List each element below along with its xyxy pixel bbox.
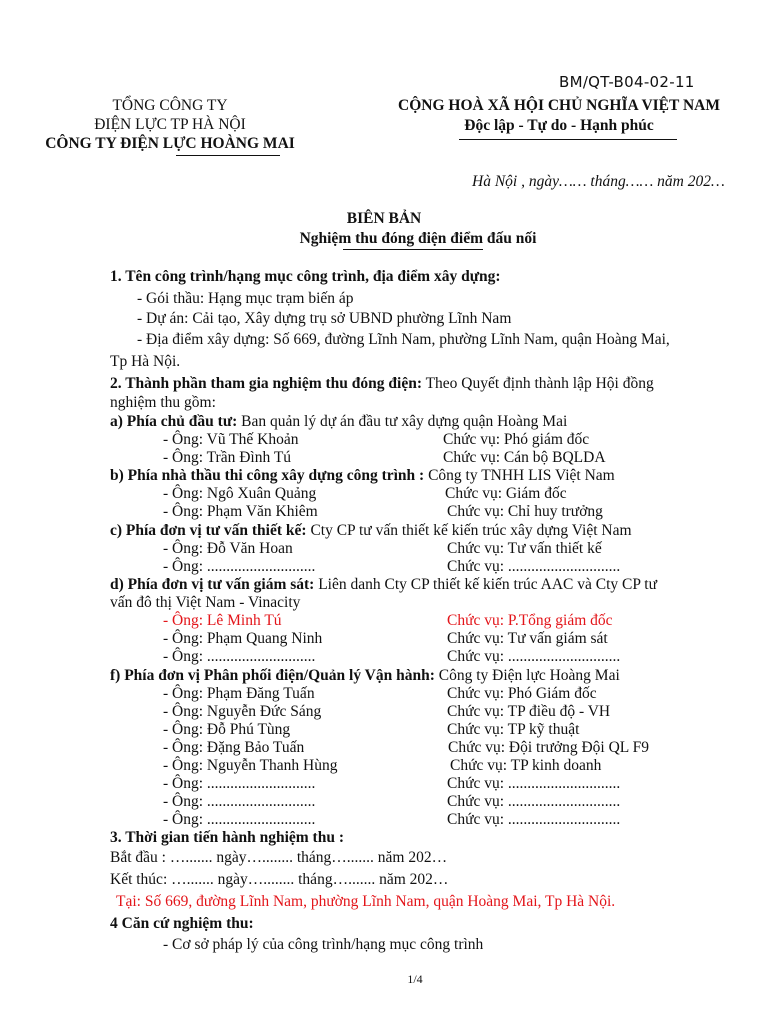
member-position: Chức vụ: ............................. — [447, 793, 621, 810]
member-position: Chức vụ: Giám đốc — [445, 485, 567, 502]
subtitle-underline — [343, 249, 483, 250]
party-f-org: Công ty Điện lực Hoàng Mai — [434, 667, 620, 684]
member-row — [163, 757, 763, 775]
member-position: Chức vụ: TP kỹ thuật — [447, 721, 580, 738]
member-position: Chức vụ: TP điều độ - VH — [447, 703, 611, 720]
page-number: 1/4 — [407, 972, 423, 986]
member-name: - Ông: Phạm Đăng Tuấn — [163, 685, 315, 702]
section-2-intro — [110, 375, 654, 393]
member-row — [163, 431, 763, 449]
member-row — [163, 811, 763, 829]
section-4-heading: 4 Căn cứ nghiệm thu: — [110, 915, 254, 932]
party-d-header — [110, 576, 657, 594]
member-name: - Ông: Phạm Quang Ninh — [163, 630, 323, 647]
member-row — [163, 449, 763, 467]
party-b-header — [110, 467, 615, 485]
member-name: - Ông: Lê Minh Tú — [163, 612, 282, 629]
member-name: - Ông: Phạm Văn Khiêm — [163, 503, 318, 520]
start-time: Bắt đầu : …....... ngày…........ tháng…....... năm 202… — [110, 849, 448, 866]
section-2-heading: 2. Thành phần tham gia nghiệm thu đóng điện: — [110, 375, 422, 392]
member-name: - Ông: ............................ — [163, 811, 316, 828]
member-position: Chức vụ: ............................. — [447, 775, 621, 792]
member-name: - Ông: ............................ — [163, 558, 316, 575]
member-row — [163, 648, 763, 666]
member-row — [163, 721, 763, 739]
section-1-heading: 1. Tên công trình/hạng mục công trình, địa điểm xây dựng: — [110, 268, 501, 285]
member-row — [163, 739, 763, 757]
party-a-label: a) Phía chủ đầu tư: — [110, 413, 238, 430]
member-row — [163, 485, 763, 503]
member-row — [163, 685, 763, 703]
section-1-location-cont: Tp Hà Nội. — [110, 353, 181, 370]
member-name: - Ông: ............................ — [163, 775, 316, 792]
party-f-label: f) Phía đơn vị Phân phối điện/Quản lý Vận hành: — [110, 667, 435, 684]
header-left-company: CÔNG TY ĐIỆN LỰC HOÀNG MAI — [45, 135, 295, 152]
member-name: - Ông: Đặng Bảo Tuấn — [163, 739, 305, 756]
member-name: - Ông: Đỗ Phú Tùng — [163, 721, 291, 738]
member-row — [163, 703, 763, 721]
member-name: - Ông: ............................ — [163, 648, 316, 665]
member-position: Chức vụ: Tư vấn giám sát — [447, 630, 608, 647]
member-row — [163, 503, 763, 521]
header-left-line1: TỔNG CÔNG TY — [112, 97, 228, 114]
member-position: Chức vụ: P.Tổng giám đốc — [447, 612, 613, 629]
party-b-org: Công ty TNHH LIS Việt Nam — [424, 467, 615, 484]
member-position: Chức vụ: Phó giám đốc — [443, 431, 590, 448]
member-position: Chức vụ: Tư vấn thiết kế — [447, 540, 602, 557]
member-row — [163, 793, 763, 811]
member-position: Chức vụ: ............................. — [447, 648, 621, 665]
member-name: - Ông: Ngô Xuân Quảng — [163, 485, 317, 502]
header-left-line2: ĐIỆN LỰC TP HÀ NỘI — [94, 116, 246, 133]
section-4-item: - Cơ sở pháp lý của công trình/hạng mục công trình — [163, 936, 484, 953]
section-1-project: - Dự án: Cải tạo, Xây dựng trụ sở UBND phường Lĩnh Nam — [137, 310, 512, 327]
document-subtitle: Nghiệm thu đóng điện điểm đấu nối — [299, 230, 537, 247]
header-right-underline — [459, 139, 677, 140]
section-2-text-cont: nghiệm thu gồm: — [110, 394, 216, 411]
national-title: CỘNG HOÀ XÃ HỘI CHỦ NGHĨA VIỆT NAM — [398, 97, 720, 114]
member-row — [163, 558, 763, 576]
party-d-org: Liên danh Cty CP thiết kế kiến trúc AAC và Cty CP tư — [314, 576, 657, 593]
member-row — [163, 630, 763, 648]
member-row — [163, 540, 763, 558]
section-3-heading: 3. Thời gian tiến hành nghiệm thu : — [110, 829, 344, 846]
member-position: Chức vụ: Đội trưởng Đội QL F9 — [448, 739, 649, 756]
header-left-underline — [176, 155, 280, 156]
party-d-org-cont: vấn đô thị Việt Nam - Vinacity — [110, 594, 301, 611]
member-name: - Ông: Đỗ Văn Hoan — [163, 540, 293, 557]
section-2-text: Theo Quyết định thành lập Hội đồng — [421, 375, 654, 392]
form-code: BM/QT-B04-02-11 — [559, 73, 695, 91]
member-position: Chức vụ: ............................. — [447, 558, 621, 575]
member-position: Chức vụ: Cán bộ BQLDA — [443, 449, 606, 466]
party-a-header — [110, 413, 567, 431]
member-row — [163, 775, 763, 793]
member-name: - Ông: Vũ Thế Khoản — [163, 431, 299, 448]
member-position: Chức vụ: Chỉ huy trưởng — [447, 503, 603, 520]
member-name: - Ông: Nguyễn Đức Sáng — [163, 703, 322, 720]
member-name: - Ông: ............................ — [163, 793, 316, 810]
member-row — [163, 612, 763, 630]
document-title: BIÊN BẢN — [346, 210, 422, 227]
date-line: Hà Nội , ngày…… tháng…… năm 202… — [472, 173, 725, 190]
member-position: Chức vụ: TP kinh doanh — [450, 757, 602, 774]
member-position: Chức vụ: ............................. — [447, 811, 621, 828]
section-1-package: - Gói thầu: Hạng mục trạm biến áp — [137, 290, 354, 307]
party-d-label: d) Phía đơn vị tư vấn giám sát: — [110, 576, 315, 593]
section-1-location: - Địa điểm xây dựng: Số 669, đường Lĩnh Nam, phường Lĩnh Nam, quận Hoàng Mai, — [137, 331, 670, 348]
party-c-header — [110, 522, 632, 540]
member-name: - Ông: Nguyễn Thanh Hùng — [163, 757, 338, 774]
member-name: - Ông: Trần Đình Tú — [163, 449, 292, 466]
party-f-header — [110, 667, 620, 685]
party-c-label: c) Phía đơn vị tư vấn thiết kế: — [110, 522, 307, 539]
member-position: Chức vụ: Phó Giám đốc — [447, 685, 597, 702]
end-time: Kết thúc: …....... ngày…........ tháng…....... năm 202… — [110, 871, 449, 888]
party-a-org: Ban quản lý dự án đầu tư xây dựng quận Hoàng Mai — [237, 413, 568, 430]
party-b-label: b) Phía nhà thầu thi công xây dựng công trình : — [110, 467, 425, 484]
party-c-org: Cty CP tư vấn thiết kế kiến trúc xây dựng Việt Nam — [306, 522, 632, 539]
inspection-location: Tại: Số 669, đường Lĩnh Nam, phường Lĩnh Nam, quận Hoàng Mai, Tp Hà Nội. — [116, 893, 616, 910]
national-motto: Độc lập - Tự do - Hạnh phúc — [464, 117, 654, 134]
